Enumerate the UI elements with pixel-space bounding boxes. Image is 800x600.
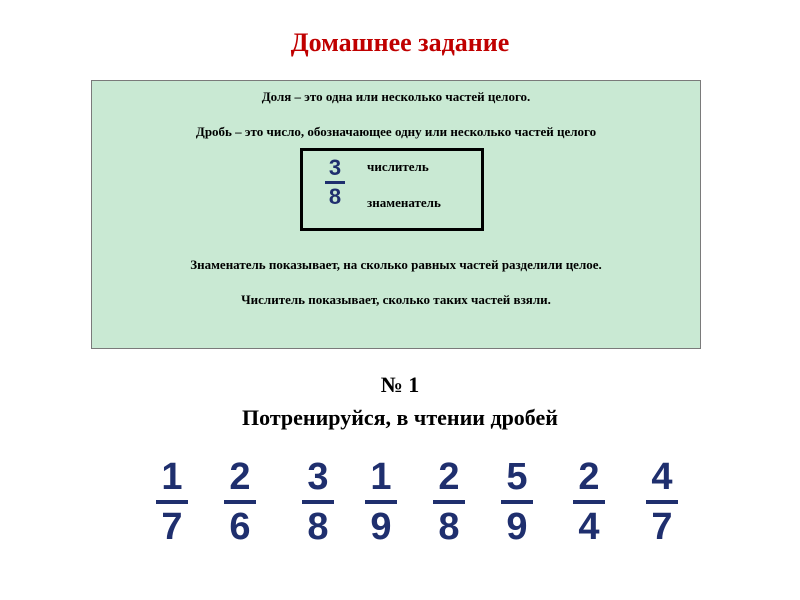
share-definition: Доля – это одна или несколько частей целого. <box>261 89 531 104</box>
fraction-denominator: 9 <box>370 506 392 548</box>
fraction-definition: Дробь – это число, обозначающее одну или несколько частей целого <box>195 124 597 139</box>
fraction-denominator: 7 <box>161 506 183 548</box>
fraction-denominator: 4 <box>578 506 600 548</box>
fraction-2 <box>220 458 260 546</box>
fraction-5 <box>429 458 469 546</box>
fraction-example-box <box>300 148 484 231</box>
fraction-denominator: 8 <box>307 506 329 548</box>
fraction-bar <box>302 500 334 504</box>
example-numerator: 3 <box>328 155 342 180</box>
fraction-bar <box>646 500 678 504</box>
fraction-numerator: 1 <box>161 456 183 498</box>
fraction-numerator: 5 <box>506 456 528 498</box>
fraction-bar <box>573 500 605 504</box>
fraction-denominator: 9 <box>506 506 528 548</box>
fraction-4 <box>361 458 401 546</box>
task-text: Потренируйся, в чтении дробей <box>242 405 558 430</box>
numerator-label: числитель <box>367 159 429 174</box>
numerator-rule: Числитель показывает, сколько таких частей взяли. <box>241 292 551 307</box>
fraction-numerator: 1 <box>370 456 392 498</box>
fraction-3 <box>298 458 338 546</box>
fraction-bar <box>156 500 188 504</box>
denominator-label: знаменатель <box>367 195 441 210</box>
fraction-1 <box>152 458 192 546</box>
fraction-numerator: 3 <box>307 456 329 498</box>
fraction-8 <box>642 458 682 546</box>
fraction-numerator: 2 <box>438 456 460 498</box>
fraction-bar <box>224 500 256 504</box>
fraction-bar <box>365 500 397 504</box>
fraction-bar <box>433 500 465 504</box>
fraction-6 <box>497 458 537 546</box>
fraction-bar <box>501 500 533 504</box>
denominator-rule: Знаменатель показывает, на сколько равных частей разделили целое. <box>190 257 602 272</box>
task-number: № 1 <box>380 372 420 397</box>
fraction-numerator: 2 <box>578 456 600 498</box>
definitions-box <box>91 80 701 349</box>
fraction-7 <box>569 458 609 546</box>
fraction-numerator: 2 <box>229 456 251 498</box>
fraction-numerator: 4 <box>651 456 673 498</box>
fraction-denominator: 8 <box>438 506 460 548</box>
fraction-denominator: 6 <box>229 506 251 548</box>
page-title: Домашнее задание <box>290 28 510 57</box>
example-denominator: 8 <box>328 184 342 209</box>
fraction-denominator: 7 <box>651 506 673 548</box>
example-fraction <box>323 155 347 209</box>
